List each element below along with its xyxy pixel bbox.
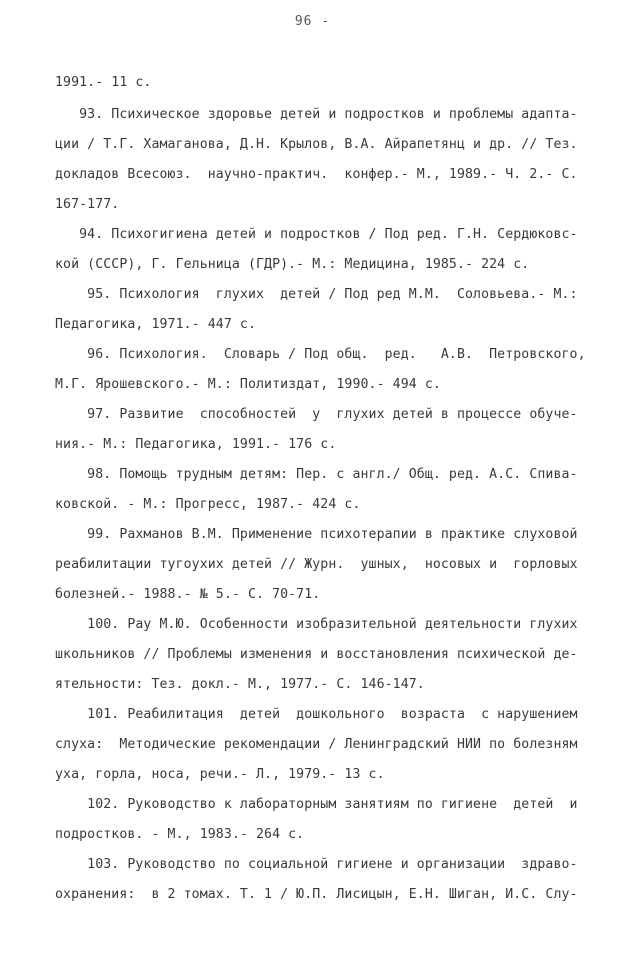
text-line: М.Г. Ярошевского.- М.: Политиздат, 1990.- 494 с. — [55, 377, 441, 392]
text-line: 96. Психология. Словарь / Под общ. ред. А.В. Петровского, — [55, 347, 586, 362]
text-line: 101. Реабилитация детей дошкольного возраста с нарушением — [55, 707, 578, 722]
text-line: ния.- М.: Педагогика, 1991.- 176 с. — [55, 437, 337, 452]
text-line: 97. Развитие способностей у глухих детей в процессе обуче- — [55, 407, 578, 422]
text-line: докладов Всесоюз. научно-практич. конфер.- М., 1989.- Ч. 2.- С. — [55, 167, 578, 182]
text-line: 102. Руководство к лабораторным занятиям по гигиене детей и — [55, 797, 578, 812]
text-line: ятельности: Тез. докл.- М., 1977.- С. 146-147. — [55, 677, 425, 692]
text-line: болезней.- 1988.- № 5.- С. 70-71. — [55, 587, 321, 602]
text-line: 95. Психология глухих детей / Под ред М.М. Соловьева.- М.: — [55, 287, 578, 302]
text-line: охранения: в 2 томах. Т. 1 / Ю.П. Лисицын, Е.Н. Шиган, И.С. Слу- — [55, 887, 578, 902]
text-line: 1991.- 11 с. — [55, 75, 152, 90]
text-line: 100. Рау М.Ю. Особенности изобразительной деятельности глухих — [55, 617, 578, 632]
text-line: ции / Т.Г. Хамаганова, Д.Н. Крылов, В.А. Айрапетянц и др. // Тез. — [55, 137, 578, 152]
text-line: уха, горла, носа, речи.- Л., 1979.- 13 с. — [55, 767, 385, 782]
text-line: Педагогика, 1971.- 447 с. — [55, 317, 256, 332]
text-line: ковской. - М.: Прогресс, 1987.- 424 с. — [55, 497, 361, 512]
text-line: 167-177. — [55, 197, 120, 212]
text-line: 94. Психогигиена детей и подростков / Под ред. Г.Н. Сердюковс- — [55, 227, 578, 242]
text-line: слуха: Методические рекомендации / Ленинградский НИИ по болезням — [55, 737, 578, 752]
page-number: 96 - — [294, 14, 331, 29]
text-line: 93. Психическое здоровье детей и подростков и проблемы адапта- — [55, 107, 578, 122]
text-line: 98. Помощь трудным детям: Пер. с англ./ Общ. ред. А.С. Спива- — [55, 467, 578, 482]
text-line: подростков. - М., 1983.- 264 с. — [55, 827, 305, 842]
text-line: 99. Рахманов В.М. Применение психотерапии в практике слуховой — [55, 527, 578, 542]
text-line: школьников // Проблемы изменения и восстановления психической де- — [55, 647, 578, 662]
text-line: кой (СССР), Г. Гельница (ГДР).- М.: Медицина, 1985.- 224 с. — [55, 257, 530, 272]
text-line: реабилитации тугоухих детей // Журн. ушных, носовых и горловых — [55, 557, 578, 572]
text-line: 103. Руководство по социальной гигиене и организации здраво- — [55, 857, 578, 872]
